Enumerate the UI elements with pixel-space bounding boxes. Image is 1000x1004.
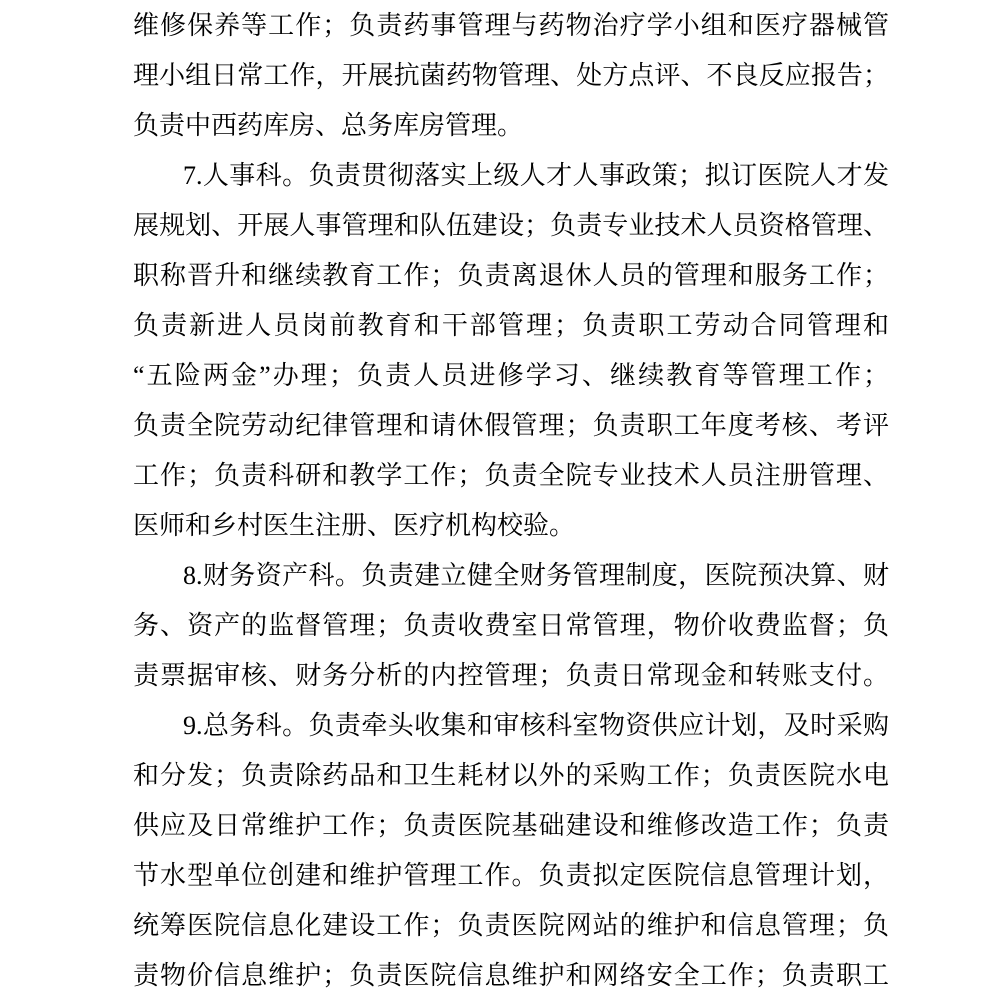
text-line: 和分发；负责除药品和卫生耗材以外的采购工作；负责医院水电 — [133, 761, 889, 790]
text-line: 负责新进人员岗前教育和干部管理；负责职工劳动合同管理和 — [133, 311, 889, 340]
text-line: 节水型单位创建和维护管理工作。负责拟定医院信息管理计划， — [133, 861, 889, 890]
text-line: “五险两金”办理；负责人员进修学习、继续教育等管理工作； — [133, 361, 889, 390]
text-line: 职称晋升和继续教育工作；负责离退休人员的管理和服务工作； — [133, 261, 889, 290]
text-line: 医师和乡村医生注册、医疗机构校验。 — [133, 511, 576, 540]
paragraph — [133, 1, 889, 151]
text-line: 负责全院劳动纪律管理和请休假管理；负责职工年度考核、考评 — [133, 411, 889, 440]
paragraph — [133, 551, 889, 701]
text-line: 责物价信息维护；负责医院信息维护和网络安全工作；负责职工 — [133, 961, 889, 990]
text-line: 负责中西药库房、总务库房管理。 — [133, 111, 524, 140]
text-line: 9.总务科。负责牵头收集和审核科室物资供应计划，及时采购 — [183, 711, 889, 740]
text-line: 7.人事科。负责贯彻落实上级人才人事政策；拟订医院人才发 — [183, 161, 889, 190]
text-line: 供应及日常维护工作；负责医院基础建设和维修改造工作；负责 — [133, 811, 889, 840]
text-line: 展规划、开展人事管理和队伍建设；负责专业技术人员资格管理、 — [133, 211, 889, 240]
paragraph — [133, 701, 889, 1001]
text-line: 务、资产的监督管理；负责收费室日常管理，物价收费监督；负 — [133, 611, 889, 640]
text-line: 维修保养等工作；负责药事管理与药物治疗学小组和医疗器械管 — [133, 11, 889, 40]
paragraph — [133, 151, 889, 551]
document-page — [133, 1, 889, 1001]
text-line: 8.财务资产科。负责建立健全财务管理制度，医院预决算、财 — [183, 561, 889, 590]
text-line: 理小组日常工作，开展抗菌药物管理、处方点评、不良反应报告； — [133, 61, 889, 90]
text-line: 工作；负责科研和教学工作；负责全院专业技术人员注册管理、 — [133, 461, 889, 490]
text-line: 统筹医院信息化建设工作；负责医院网站的维护和信息管理；负 — [133, 911, 889, 940]
text-line: 责票据审核、财务分析的内控管理；负责日常现金和转账支付。 — [133, 661, 889, 690]
